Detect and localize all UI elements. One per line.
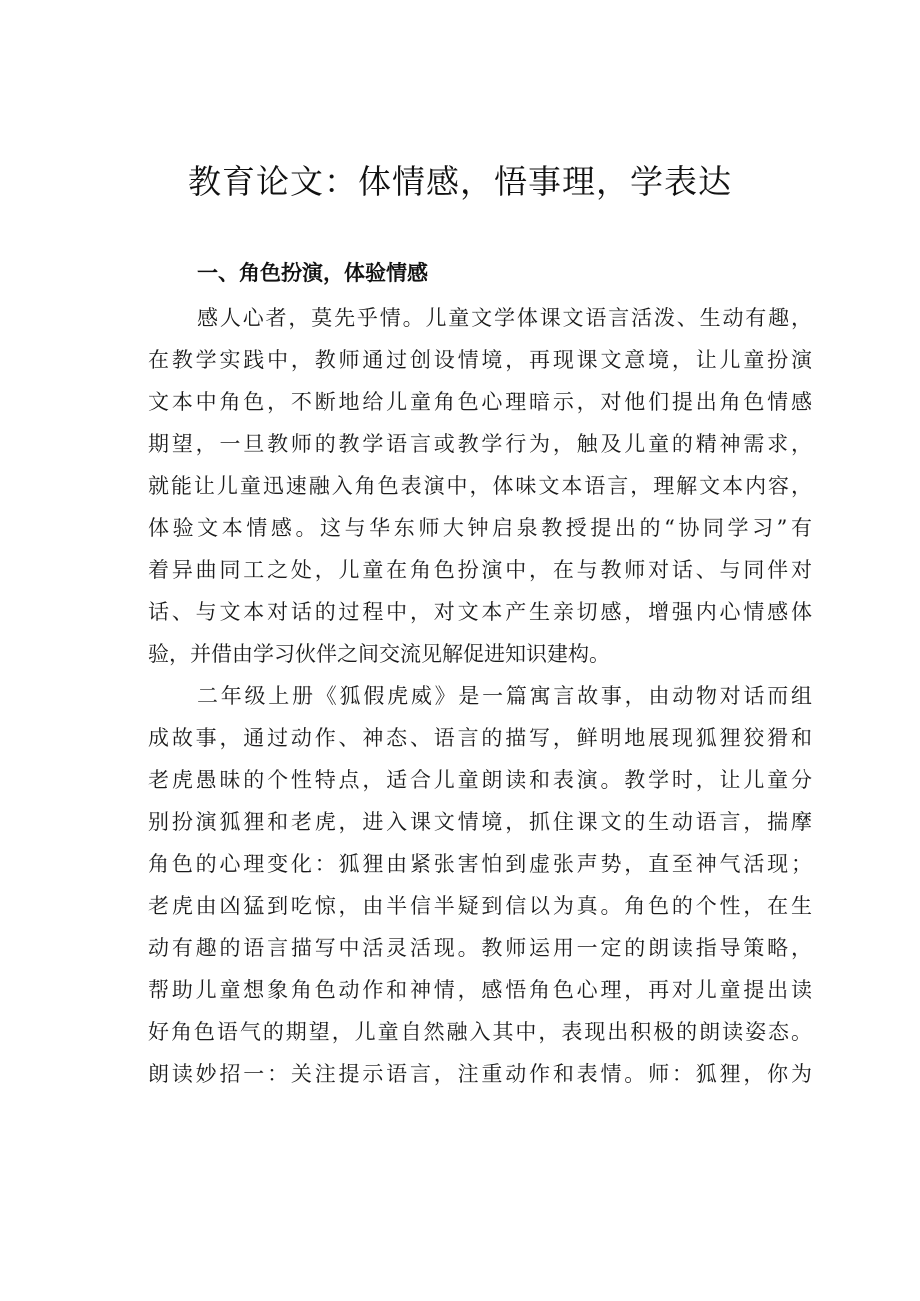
section-heading: 一、角色扮演，体验情感 [197,261,428,285]
paragraph-line: 好角色语气的期望，儿童自然融入其中，表现出积极的朗读姿态。 [148,1020,812,1044]
paragraph-line: 老虎由凶猛到吃惊，由半信半疑到信以为真。角色的个性，在生 [148,894,812,918]
paragraph-line: 感人心者，莫先乎情。儿童文学体课文语言活泼、生动有趣， [197,306,812,330]
paragraph-line: 在教学实践中，教师通过创设情境，再现课文意境，让儿童扮演 [148,348,812,372]
paragraph-line: 动有趣的语言描写中活灵活现。教师运用一定的朗读指导策略， [148,936,812,960]
paragraph-line: 验，并借由学习伙伴之间交流见解促进知识建构。 [148,642,610,666]
paragraph-line: 二年级上册《狐假虎威》是一篇寓言故事，由动物对话而组 [197,684,812,708]
paragraph-line: 帮助儿童想象角色动作和神情，感悟角色心理，再对儿童提出读 [148,978,812,1002]
paragraph-line: 话、与文本对话的过程中，对文本产生亲切感，增强内心情感体 [148,600,812,624]
paragraph-line: 着异曲同工之处，儿童在角色扮演中，在与教师对话、与同伴对 [148,558,812,582]
paragraph-line: 朗读妙招一：关注提示语言，注重动作和表情。师：狐狸，你为 [148,1062,812,1086]
paragraph-line: 体验文本情感。这与华东师大钟启泉教授提出的“协同学习”有 [148,516,812,540]
paragraph-line: 角色的心理变化：狐狸由紧张害怕到虚张声势，直至神气活现； [148,852,812,876]
paragraph-line: 文本中角色，不断地给儿童角色心理暗示，对他们提出角色情感 [148,390,812,414]
paragraph-line: 成故事，通过动作、神态、语言的描写，鲜明地展现狐狸狡猾和 [148,726,812,750]
paragraph-line: 老虎愚昧的个性特点，适合儿童朗读和表演。教学时，让儿童分 [148,768,812,792]
paragraph-line: 就能让儿童迅速融入角色表演中，体味文本语言，理解文本内容， [148,474,812,498]
paragraph-line: 期望，一旦教师的教学语言或教学行为，触及儿童的精神需求， [148,432,812,456]
paragraph-line: 别扮演狐狸和老虎，进入课文情境，抓住课文的生动语言，揣摩 [148,810,812,834]
document-title: 教育论文：体情感，悟事理，学表达 [188,162,732,201]
